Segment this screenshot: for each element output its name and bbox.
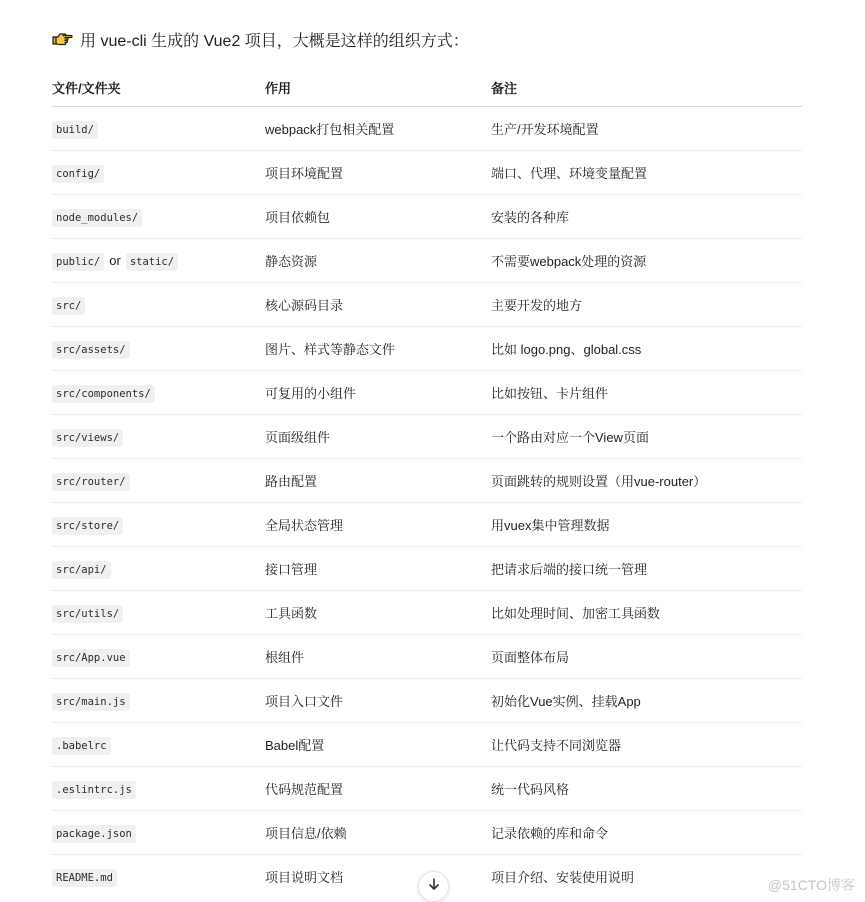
table-row (52, 107, 802, 151)
note-cell: 页面跳转的规则设置（用vue-router） (491, 459, 802, 503)
purpose-cell: webpack打包相关配置 (265, 107, 491, 151)
table-row (52, 195, 802, 239)
note-cell: 比如 logo.png、global.css (491, 327, 802, 371)
table-row (52, 811, 802, 855)
purpose-cell: 项目依赖包 (265, 195, 491, 239)
purpose-cell: 项目信息/依赖 (265, 811, 491, 855)
purpose-cell: 图片、样式等静态文件 (265, 327, 491, 371)
path-cell (52, 327, 265, 371)
note-cell: 比如按钮、卡片组件 (491, 371, 802, 415)
path-code: src/views/ (52, 429, 123, 447)
path-cell (52, 283, 265, 327)
path-code: src/ (52, 297, 85, 315)
path-code: src/assets/ (52, 341, 130, 359)
note-cell: 一个路由对应一个View页面 (491, 415, 802, 459)
note-cell: 让代码支持不同浏览器 (491, 723, 802, 767)
arrow-down-icon (427, 877, 441, 896)
path-cell (52, 415, 265, 459)
path-cell (52, 107, 265, 151)
path-code: build/ (52, 121, 98, 139)
path-code: src/api/ (52, 561, 111, 579)
note-cell: 不需要webpack处理的资源 (491, 239, 802, 283)
path-code: .eslintrc.js (52, 781, 136, 799)
purpose-cell: 接口管理 (265, 547, 491, 591)
purpose-cell: 页面级组件 (265, 415, 491, 459)
intro-text: 用 vue-cli 生成的 Vue2 项目，大概是这样的组织方式： (80, 32, 469, 50)
table-row (52, 283, 802, 327)
path-cell (52, 811, 265, 855)
table-row (52, 547, 802, 591)
note-cell: 页面整体布局 (491, 635, 802, 679)
purpose-cell: 路由配置 (265, 459, 491, 503)
table-row (52, 151, 802, 195)
path-code: README.md (52, 869, 117, 887)
table-row (52, 679, 802, 723)
path-cell (52, 459, 265, 503)
purpose-cell: 根组件 (265, 635, 491, 679)
path-code: src/store/ (52, 517, 123, 535)
table-row (52, 503, 802, 547)
purpose-cell: 全局状态管理 (265, 503, 491, 547)
table-row (52, 239, 802, 283)
note-cell: 记录依赖的库和命令 (491, 811, 802, 855)
note-cell: 比如处理时间、加密工具函数 (491, 591, 802, 635)
header-file-folder: 文件/文件夹 (52, 68, 265, 107)
path-cell (52, 679, 265, 723)
pointing-hand-icon (52, 28, 74, 50)
path-cell (52, 547, 265, 591)
purpose-cell: 项目说明文档 (265, 870, 344, 885)
path-code: src/utils/ (52, 605, 123, 623)
path-code: src/router/ (52, 473, 130, 491)
watermark: @51CTO博客 (767, 877, 855, 893)
table-row (52, 415, 802, 459)
path-code: node_modules/ (52, 209, 142, 227)
note-cell: 安装的各种库 (491, 195, 802, 239)
path-cell (52, 855, 265, 899)
header-purpose: 作用 (265, 68, 491, 107)
path-cell (52, 767, 265, 811)
purpose-cell: 项目入口文件 (265, 679, 491, 723)
table-row (52, 767, 802, 811)
path-cell (52, 723, 265, 767)
purpose-cell: Babel配置 (265, 723, 491, 767)
note-cell: 用vuex集中管理数据 (491, 503, 802, 547)
table-row (52, 327, 802, 371)
note-cell: 端口、代理、环境变量配置 (491, 151, 802, 195)
table-row (52, 371, 802, 415)
path-cell (52, 591, 265, 635)
note-cell: 项目介绍、安装使用说明 (491, 870, 635, 885)
purpose-cell: 项目环境配置 (265, 151, 491, 195)
path-code: config/ (52, 165, 104, 183)
purpose-cell: 核心源码目录 (265, 283, 491, 327)
project-structure-table (52, 68, 802, 898)
note-cell: 主要开发的地方 (491, 283, 802, 327)
path-cell (52, 239, 265, 283)
path-code-alt: static/ (126, 253, 178, 271)
path-code: src/components/ (52, 385, 155, 403)
header-note: 备注 (491, 68, 802, 107)
purpose-cell: 静态资源 (265, 239, 491, 283)
note-cell: 生产/开发环境配置 (491, 107, 802, 151)
path-separator: or (109, 253, 121, 268)
path-code: package.json (52, 825, 136, 843)
path-cell (52, 371, 265, 415)
path-code: src/main.js (52, 693, 130, 711)
note-cell: 初始化Vue实例、挂载App (491, 679, 802, 723)
purpose-cell: 工具函数 (265, 591, 491, 635)
table-row (52, 635, 802, 679)
path-cell (52, 503, 265, 547)
note-cell: 把请求后端的接口统一管理 (491, 547, 802, 591)
intro-line (52, 27, 469, 51)
purpose-cell: 代码规范配置 (265, 767, 491, 811)
table-header-row (52, 68, 802, 107)
path-code: public/ (52, 253, 104, 271)
table-row (52, 723, 802, 767)
path-code: src/App.vue (52, 649, 130, 667)
purpose-cell: 可复用的小组件 (265, 371, 491, 415)
note-cell: 统一代码风格 (491, 767, 802, 811)
table-row (52, 591, 802, 635)
table-row (52, 459, 802, 503)
path-cell (52, 195, 265, 239)
path-cell (52, 635, 265, 679)
path-cell (52, 151, 265, 195)
path-code: .babelrc (52, 737, 111, 755)
scroll-down-button[interactable] (418, 871, 449, 902)
